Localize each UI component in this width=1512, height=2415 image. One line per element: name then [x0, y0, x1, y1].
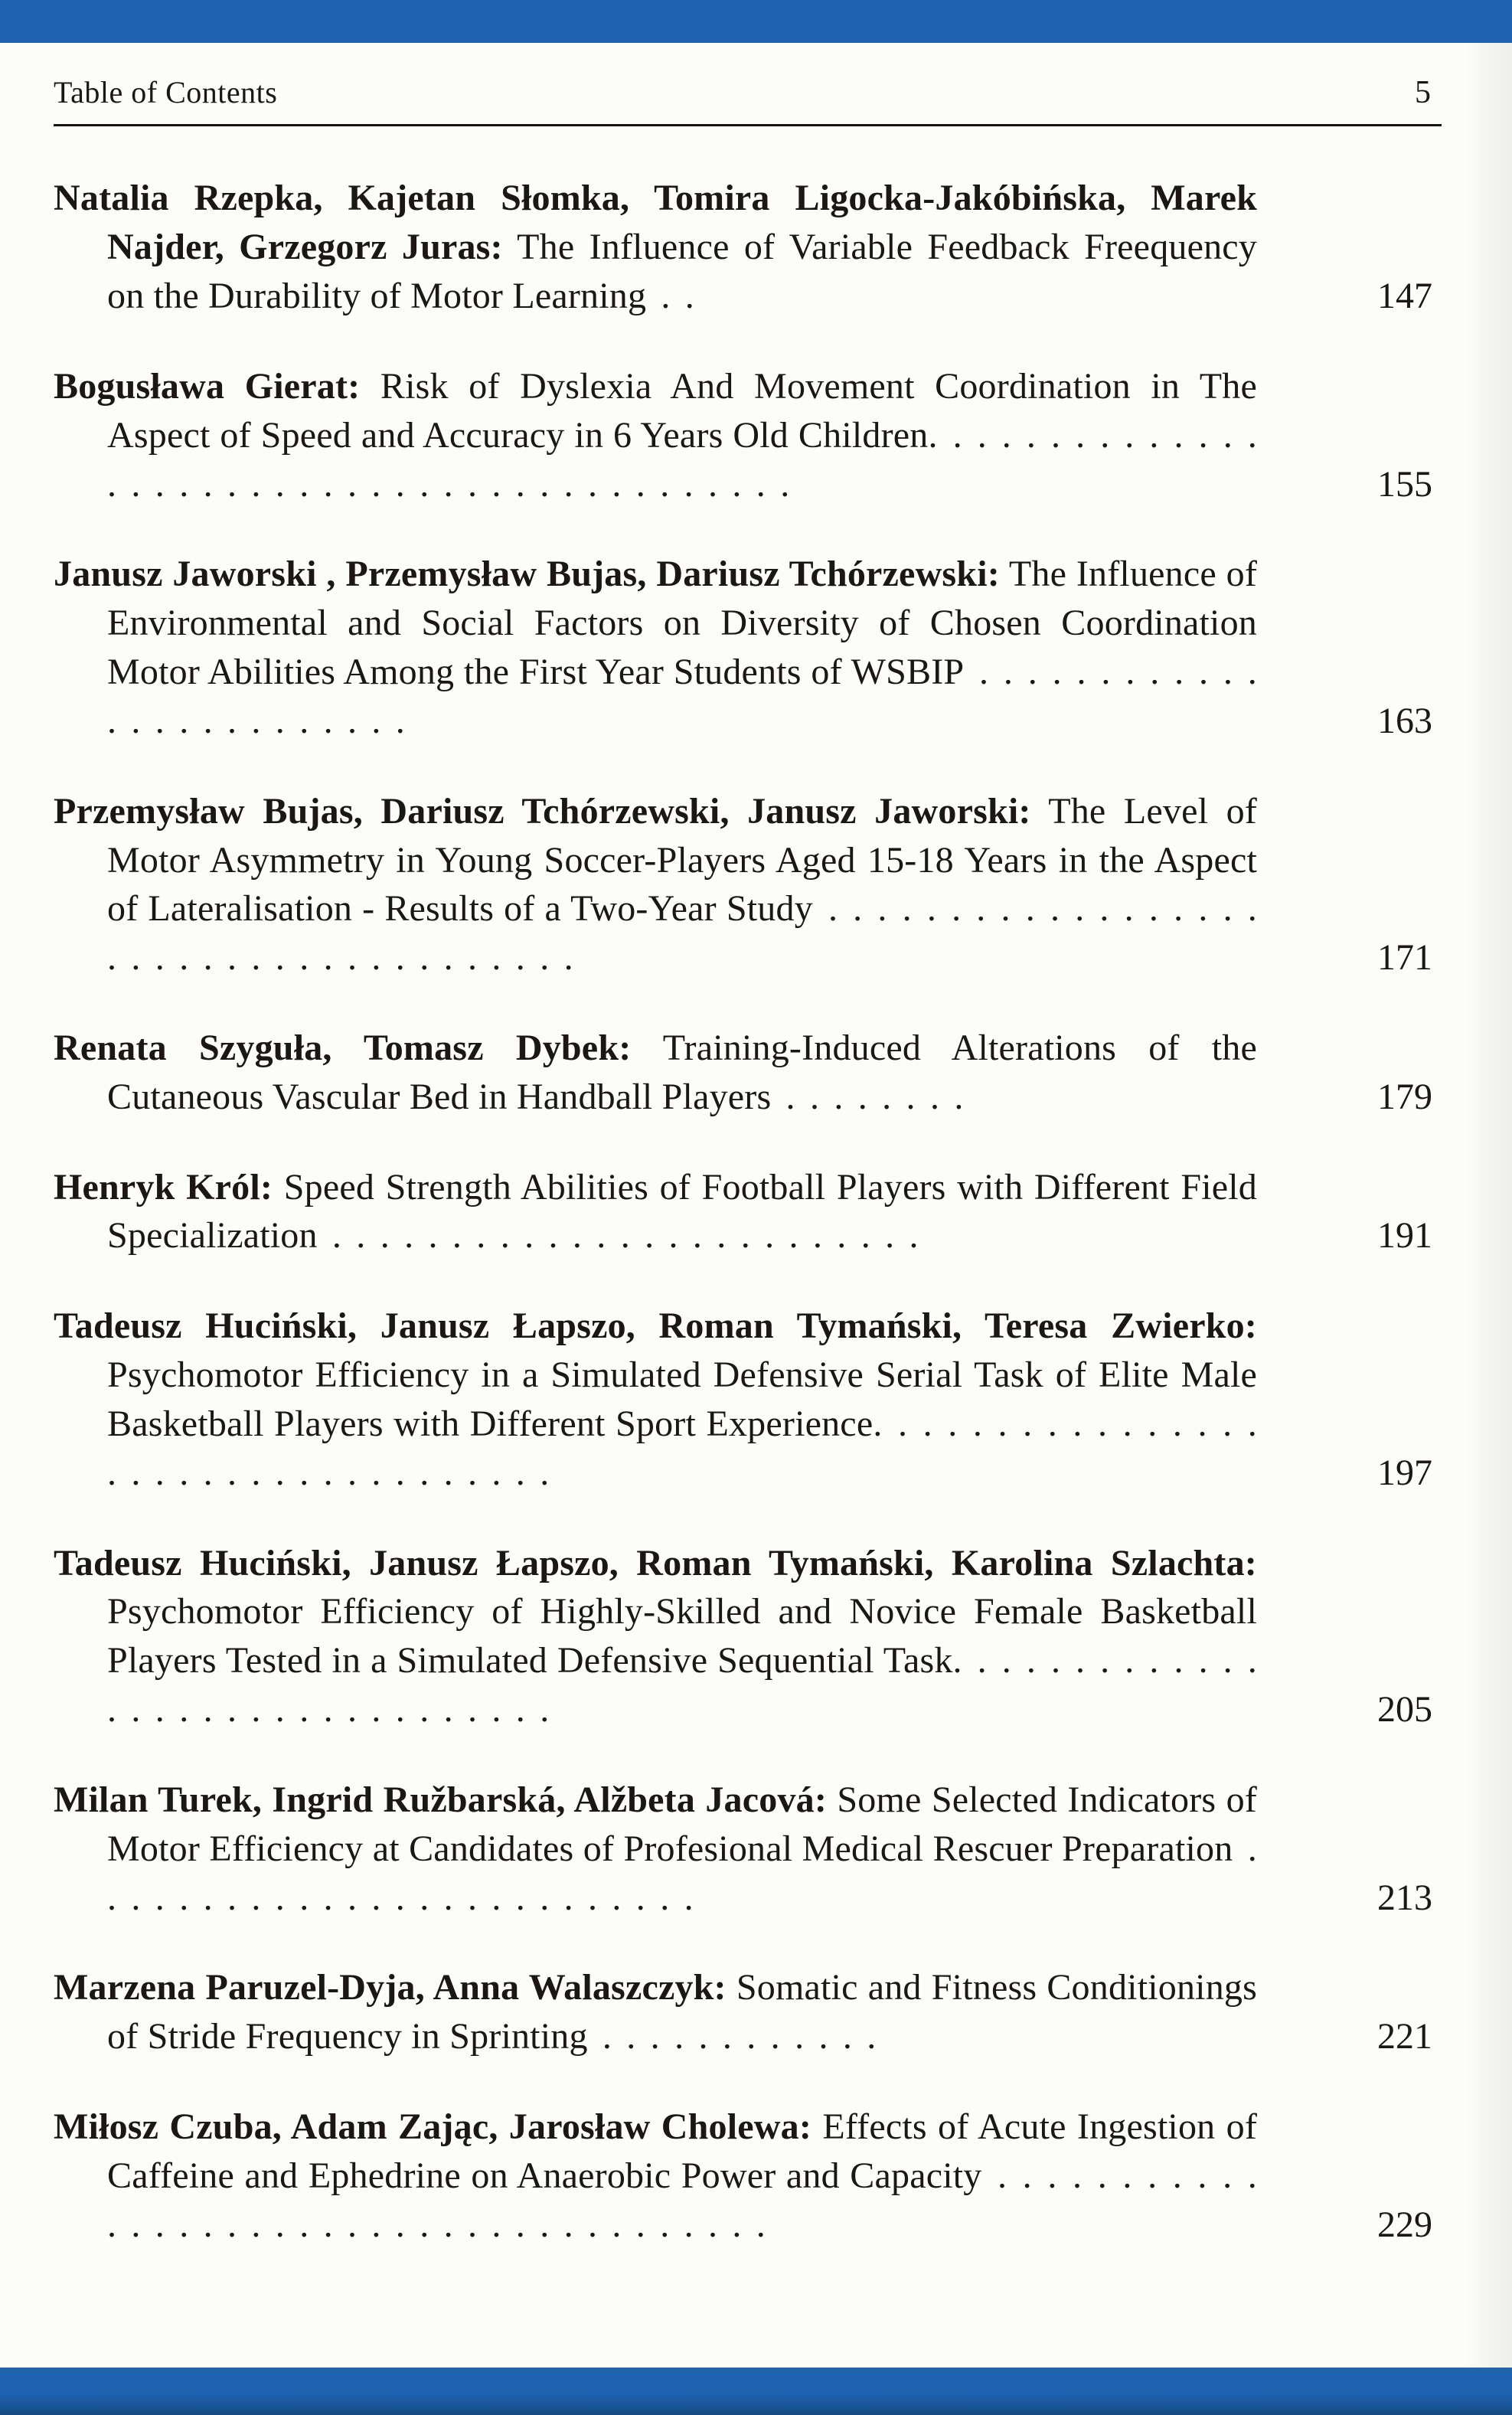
- dot-leader: . . . . . . . . . . . . . . . . . . . . . . . . . . . . . . . . . .: [107, 1403, 1257, 1493]
- entry-title: Psychomotor Efficiency of Highly-Skilled and Novice Female Basketball Players Tested in a Simulated Defensive Sequential Task.: [107, 1591, 1257, 1681]
- toc-entry: [54, 1963, 1442, 2061]
- entry-text: [54, 1163, 1257, 1261]
- toc-entry: [54, 550, 1442, 745]
- entry-text: [54, 1776, 1257, 1922]
- entry-page-number: 229: [1377, 2204, 1432, 2245]
- dot-leader: . . . . . . . . . . . . . . . . . . . . . . . . .: [107, 652, 1257, 741]
- top-blue-bar: [0, 0, 1512, 43]
- dot-leader: . . . . . . . . . . . . . . . . . . . . . . . . . .: [107, 1828, 1258, 1918]
- entry-title: Psychomotor Efficiency in a Simulated Defensive Serial Task of Elite Male Basketball Players with Different Sport Experience.: [107, 1355, 1257, 1444]
- entry-page-number: 221: [1377, 2016, 1432, 2057]
- dot-leader: . . . . . . . . . . . .: [587, 2016, 877, 2057]
- entry-authors: Milan Turek, Ingrid Ružbarská, Alžbeta Jacová:: [54, 1779, 828, 1820]
- toc-entry: [54, 174, 1442, 320]
- dot-leader: . .: [646, 276, 694, 317]
- entry-authors: Tadeusz Huciński, Janusz Łapszo, Roman Tymański, Teresa Zwierko:: [54, 1306, 1257, 1347]
- entry-page-number: 147: [1377, 276, 1432, 317]
- entry-title: Training-Induced Alterations of the Cutaneous Vascular Bed in Handball Players: [107, 1027, 1257, 1117]
- dot-leader: . . . . . . . .: [771, 1076, 964, 1117]
- entry-title: The Level of Motor Asymmetry in Young Soccer-Players Aged 15-18 Years in the Aspect of Lateralisation - Results of a Two-Year Study: [107, 790, 1257, 930]
- entry-page-number: 197: [1377, 1452, 1432, 1493]
- entry-page-number: 205: [1377, 1689, 1432, 1730]
- dot-leader: . . . . . . . . . . . . . . . . . . . . . . . . . . . . . . . . . . . . . .: [107, 888, 1257, 979]
- entry-authors: Miłosz Czuba, Adam Zając, Jarosław Cholewa:: [54, 2106, 812, 2148]
- entry-page-number: 191: [1377, 1215, 1432, 1257]
- bottom-blue-bar: [0, 2368, 1512, 2415]
- entry-text: [54, 2103, 1257, 2249]
- header-page-number: 5: [1415, 75, 1431, 110]
- entry-page-number: 171: [1377, 937, 1432, 979]
- entry-authors: Renata Szyguła, Tomasz Dybek:: [54, 1027, 632, 1068]
- dot-leader: . . . . . . . . . . . . . . . . . . . . . . . . . . . . . . . . . . . . . . .: [107, 2155, 1257, 2245]
- entry-authors: Przemysław Bujas, Dariusz Tchórzewski, Janusz Jaworski:: [54, 790, 1031, 832]
- entry-text: [54, 1302, 1257, 1497]
- entry-title: Risk of Dyslexia And Movement Coordination in The Aspect of Speed and Accuracy in 6 Years Old Children.: [107, 365, 1258, 456]
- entry-title: Some Selected Indicators of Motor Efficiency at Candidates of Profesional Medical Rescuer Preparation: [107, 1779, 1257, 1869]
- header-rule: [54, 124, 1442, 126]
- entry-authors: Natalia Rzepka, Kajetan Słomka, Tomira Ligocka-Jakóbińska, Marek Najder, Grzegorz Juras:: [54, 178, 1257, 268]
- header-title: Table of Contents: [54, 75, 278, 109]
- dot-leader: . . . . . . . . . . . . . . . . . . . . . . . . . . . . . . . . . . . . . . . . . .: [107, 414, 1258, 505]
- entry-text: [54, 550, 1257, 745]
- page-header: [54, 74, 1442, 112]
- toc-list: [54, 174, 1442, 2249]
- entry-page-number: 163: [1377, 700, 1432, 741]
- entry-title: Effects of Acute Ingestion of Caffeine and Ephedrine on Anaerobic Power and Capacity: [107, 2106, 1258, 2196]
- entry-text: [54, 174, 1257, 320]
- entry-title: The Influence of Environmental and Social Factors on Diversity of Chosen Coordination Motor Abilities Among the First Year Students of WSBIP: [107, 554, 1258, 693]
- entry-authors: Bogusława Gierat:: [54, 365, 361, 407]
- entry-page-number: 179: [1377, 1076, 1432, 1117]
- entry-page-number: 213: [1377, 1877, 1432, 1918]
- entry-text: [54, 1024, 1257, 1122]
- entry-authors: Henryk Król:: [54, 1166, 273, 1208]
- entry-title: The Influence of Variable Feedback Freequency on the Durability of Motor Learning: [107, 227, 1257, 317]
- toc-entry: [54, 787, 1442, 982]
- dot-leader: . . . . . . . . . . . . . . . . . . . . . . . . .: [317, 1215, 919, 1257]
- entry-title: Somatic and Fitness Conditionings of Stride Frequency in Sprinting: [107, 1967, 1257, 2057]
- entry-text: [54, 1963, 1257, 2061]
- entry-page-number: 155: [1377, 463, 1432, 505]
- toc-entry: [54, 362, 1442, 508]
- toc-entry: [54, 1776, 1442, 1922]
- entry-authors: Marzena Paruzel-Dyja, Anna Walaszczyk:: [54, 1967, 727, 2008]
- entry-text: [54, 787, 1257, 982]
- toc-entry: [54, 1163, 1442, 1261]
- toc-entry: [54, 1024, 1442, 1122]
- page-content: [0, 43, 1512, 2250]
- entry-text: [54, 1539, 1257, 1734]
- entry-text: [54, 362, 1257, 508]
- entry-authors: Tadeusz Huciński, Janusz Łapszo, Roman Tymański, Karolina Szlachta:: [54, 1542, 1257, 1583]
- toc-entry: [54, 1539, 1442, 1734]
- entry-authors: Janusz Jaworski , Przemysław Bujas, Dariusz Tchórzewski:: [54, 554, 1000, 595]
- entry-title: Speed Strength Abilities of Football Players with Different Field Specialization: [107, 1166, 1257, 1257]
- dot-leader: . . . . . . . . . . . . . . . . . . . . . . . . . . . . . . .: [107, 1640, 1257, 1730]
- toc-entry: [54, 2103, 1442, 2249]
- toc-entry: [54, 1302, 1442, 1497]
